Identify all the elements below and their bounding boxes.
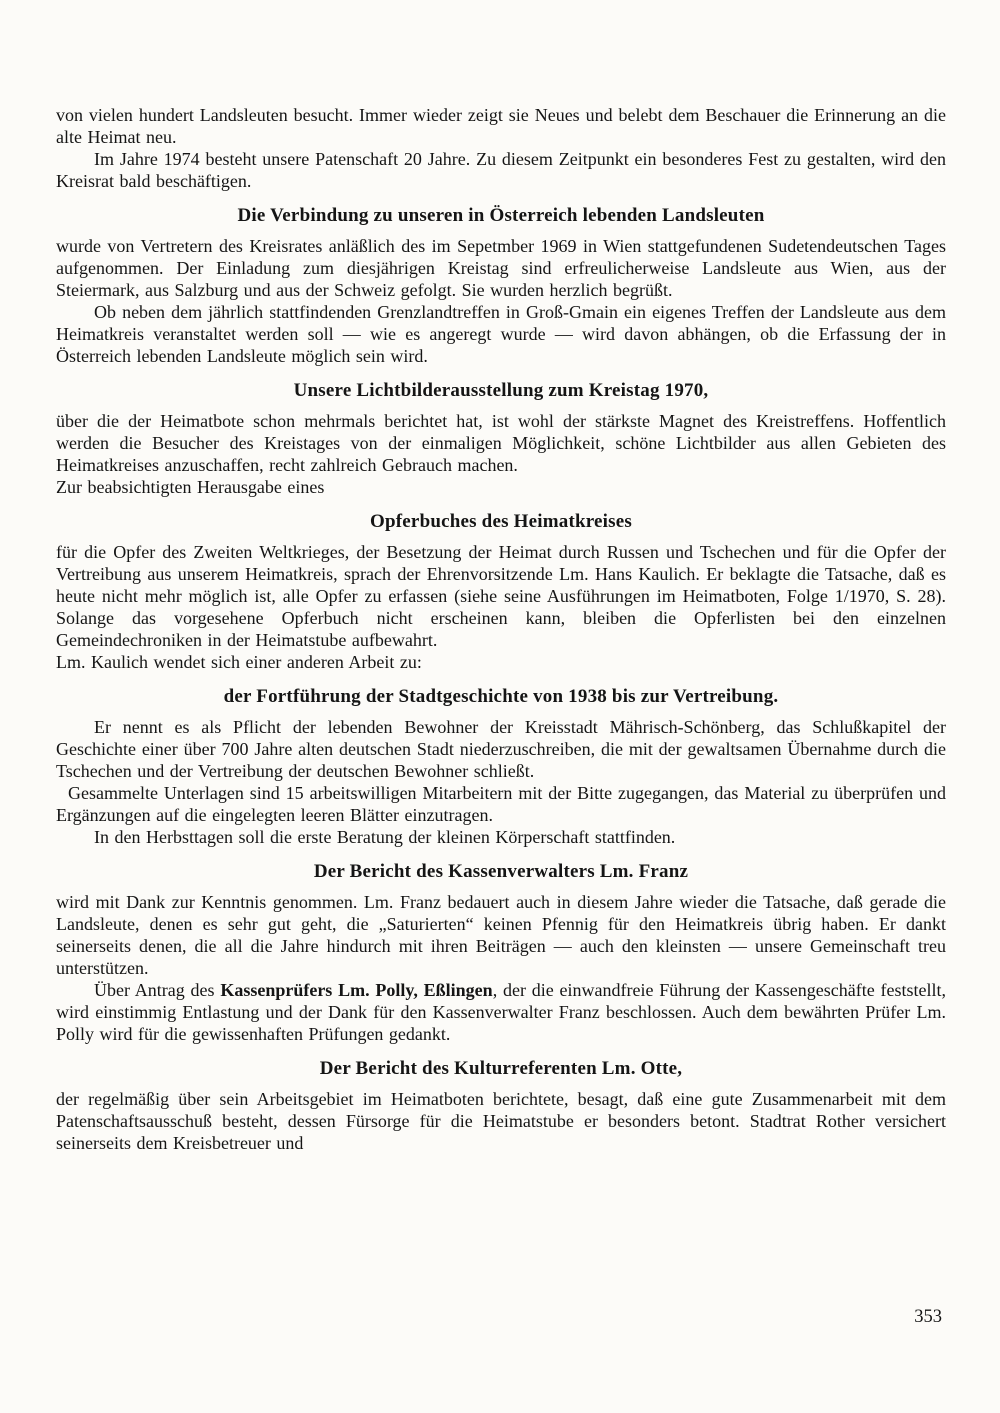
paragraph: für die Opfer des Zweiten Weltkrieges, der Besetzung der Heimat durch Russen und Tschechen und für die Opfer der Vertreibung aus unserem Heimatkreis, sprach der Ehrenvorsitzende Lm. Hans Kaulich. Er beklagte die Tatsache, daß es heute nicht mehr möglich ist, alle Opfer zu erfassen (siehe seine Ausführungen im Heimatboten, Folge 1/1970, S. 28). Solange das vorgesehene Opferbuch nicht erscheinen kann, bleiben die Opferlisten bei den einzelnen Gemeindechroniken in der Heimatstube aufbewahrt. <box>56 542 946 650</box>
page-content <box>56 104 946 1154</box>
section-heading: Die Verbindung zu unseren in Österreich lebenden Landsleuten <box>237 205 765 226</box>
paragraph: Zur beabsichtigten Herausgabe eines <box>56 477 325 497</box>
bold-inline-text: Kassenprüfers Lm. Polly, Eßlingen <box>220 980 493 1000</box>
section-heading: Unsere Lichtbilderausstellung zum Kreistag 1970, <box>293 380 709 401</box>
paragraph: Gesammelte Unterlagen sind 15 arbeitswilligen Mitarbeitern mit der Bitte zugegangen, das Material zu überprüfen und Ergänzungen auf die eingelegten leeren Blätter einzutragen. <box>56 783 946 825</box>
section-heading: Der Bericht des Kulturreferenten Lm. Otte, <box>319 1058 683 1079</box>
page-number: 353 <box>914 1307 942 1327</box>
paragraph-text: Über Antrag des <box>94 980 221 1000</box>
paragraph: Im Jahre 1974 besteht unsere Patenschaft 20 Jahre. Zu diesem Zeitpunkt ein besonderes Fest zu gestalten, wird den Kreisrat bald beschäftigen. <box>56 149 946 191</box>
paragraph: wurde von Vertretern des Kreisrates anläßlich des im Sepetmber 1969 in Wien stattgefundenen Sudetendeutschen Tages aufgenommen. Der Einladung zum diesjährigen Kreistag sind erfreulicherweise Landsleute aus Wien, aus der Steiermark, aus Salzburg und aus der Schweiz gefolgt. Sie wurden herzlich begrüßt. <box>56 236 946 300</box>
paragraph: von vielen hundert Landsleuten besucht. Immer wieder zeigt sie Neues und belebt dem Beschauer die Erinnerung an die alte Heimat neu. <box>56 105 946 147</box>
section-heading: Opferbuches des Heimatkreises <box>370 511 632 532</box>
section-heading: der Fortführung der Stadtgeschichte von 1938 bis zur Vertreibung. <box>223 686 779 707</box>
paragraph: Lm. Kaulich wendet sich einer anderen Arbeit zu: <box>56 652 422 672</box>
section-heading: Der Bericht des Kassenverwalters Lm. Franz <box>313 861 689 882</box>
paragraph <box>56 979 946 1045</box>
paragraph: Er nennt es als Pflicht der lebenden Bewohner der Kreisstadt Mährisch-Schönberg, das Schlußkapitel der Geschichte einer über 700 Jahre alten deutschen Stadt niederzuschreiben, die mit der gewaltsamen Übernahme durch die Tschechen und der Vertreibung der deutschen Bewohner schließt. <box>56 717 946 781</box>
paragraph-text: , der die einwandfreie Führung der Kassengeschäfte feststellt, wird einstimmig Entlastung und der Dank für den Kassenverwalter Franz beschlossen. Auch dem bewährten Prüfer Lm. Polly wird für die gewissenhaften Prüfungen gedankt. <box>56 980 946 1044</box>
paragraph: der regelmäßig über sein Arbeitsgebiet im Heimatboten berichtete, besagt, daß eine gute Zusammenarbeit mit dem Patenschaftsausschuß besteht, dessen Fürsorge für die Heimatstube er besonders betont. Stadtrat Rother versichert seinerseits dem Kreisbetreuer und <box>56 1089 946 1153</box>
paragraph: Ob neben dem jährlich stattfindenden Grenzlandtreffen in Groß-Gmain ein eigenes Treffen der Landsleute aus dem Heimatkreis veranstaltet werden soll — wie es angeregt wurde — wird davon abhängen, ob die Erfassung der in Österreich lebenden Landsleute möglich sein wird. <box>56 302 946 366</box>
paragraph: wird mit Dank zur Kenntnis genommen. Lm. Franz bedauert auch in diesem Jahre wieder die Tatsache, daß gerade die Landsleute, denen es sehr gut geht, die „Saturierten“ keinen Pfennig für den Heimatkreis übrig haben. Er dankt seinerseits denen, die all die Jahre hindurch mit ihren Beiträgen — auch den kleinsten — unsere Gemeinschaft treu unterstützen. <box>56 892 946 978</box>
paragraph: über die der Heimatbote schon mehrmals berichtet hat, ist wohl der stärkste Magnet des Kreistreffens. Hoffentlich werden die Besucher des Kreistages von der einmaligen Möglichkeit, schöne Lichtbilder aus allen Gebieten des Heimatkreises anzuschaffen, recht zahlreich Gebrauch machen. <box>56 411 946 475</box>
paragraph: In den Herbsttagen soll die erste Beratung der kleinen Körperschaft stattfinden. <box>94 827 676 847</box>
